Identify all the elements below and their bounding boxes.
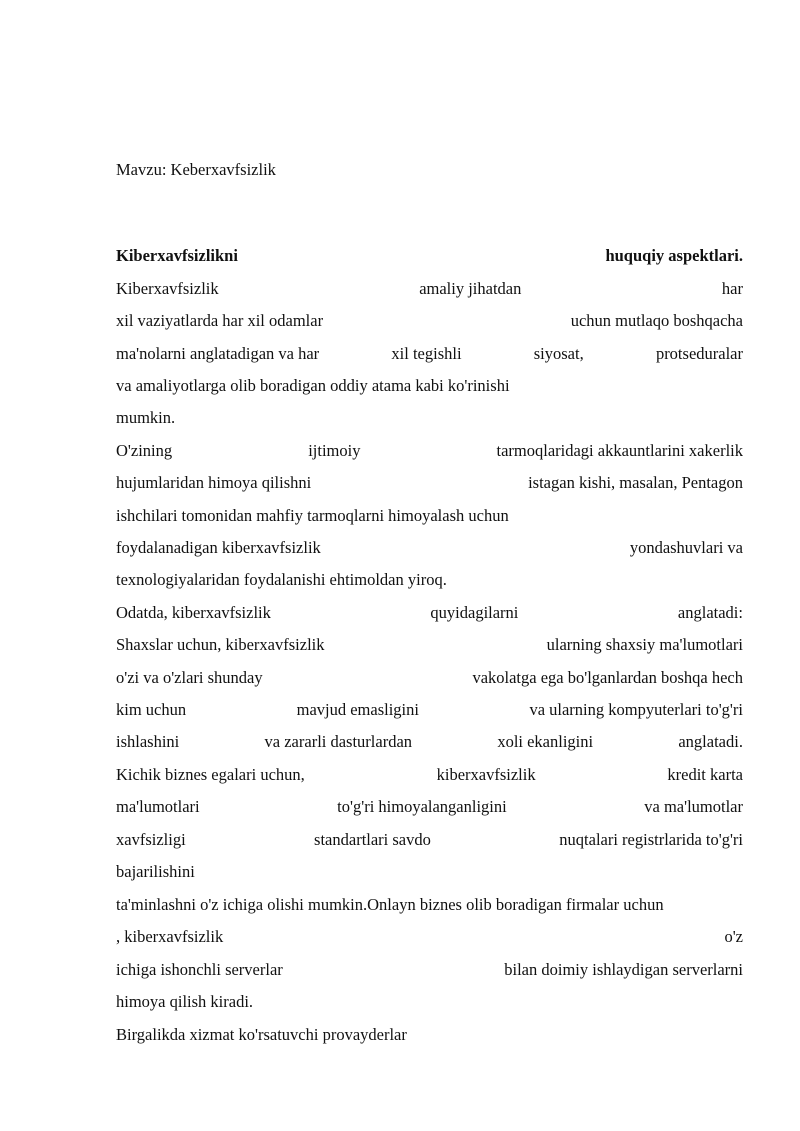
text-segment: va ularning kompyuterlari to'g'ri [529,700,743,719]
text-line [116,958,743,982]
text-line [116,568,743,592]
text-line [116,439,743,463]
text-line [116,309,743,333]
text-segment: texnologiyalaridan foydalanishi ehtimoldan yiroq. [116,570,447,589]
text-segment: bajarilishini [116,862,195,881]
text-segment: Kichik biznes egalari uchun, [116,765,305,784]
text-segment: xoli ekanligini [497,732,594,751]
text-segment: himoya qilish kiradi. [116,992,254,1011]
text-line [116,698,743,722]
text-segment: tarmoqlaridagi akkauntlarini xakerlik [496,441,743,460]
topic-text: Mavzu: Keberxavfsizlik [116,160,276,179]
text-line [116,925,743,949]
text-segment: ta'minlashni o'z ichiga olishi mumkin.Onlayn biznes olib boradigan firmalar uchun [116,895,664,914]
text-segment: Odatda, kiberxavfsizlik [116,603,271,622]
text-line [116,277,743,301]
text-segment: nuqtalari registrlarida to'g'ri [559,830,743,849]
text-segment: ijtimoiy [308,441,361,460]
text-segment: hujumlaridan himoya qilishni [116,473,312,492]
text-line [116,471,743,495]
text-segment: anglatadi: [677,603,743,622]
text-segment: har [721,279,743,298]
text-line [116,860,743,884]
text-line [116,990,743,1014]
text-line [116,536,743,560]
text-line [116,244,743,268]
text-segment: Kiberxavfsizlik [116,279,219,298]
text-segment: Shaxslar uchun, kiberxavfsizlik [116,635,325,654]
text-segment: siyosat, [533,344,584,363]
text-segment: xil tegishli [391,344,462,363]
text-line [116,828,743,852]
text-segment: ma'lumotlari [116,797,200,816]
text-line [116,374,743,398]
text-segment: istagan kishi, masalan, Pentagon [528,473,743,492]
text-line [116,730,743,754]
text-line [116,1023,743,1047]
text-segment: bilan doimiy ishlaydigan serverlarni [504,960,743,979]
text-segment: , kiberxavfsizlik [116,927,224,946]
text-segment: xavfsizligi [116,830,186,849]
text-segment: mumkin. [116,408,176,427]
text-segment: quyidagilarni [430,603,519,622]
text-segment: amaliy jihatdan [419,279,522,298]
text-segment: xil vaziyatlarda har xil odamlar [116,311,324,330]
text-segment: ishlashini [116,732,180,751]
heading-text-segment: Kiberxavfsizlikni [116,246,238,265]
topic-line [116,158,743,182]
text-segment: mavjud emasligini [296,700,419,719]
text-line [116,893,743,917]
text-line [116,601,743,625]
text-line [116,406,743,430]
text-segment: va ma'lumotlar [644,797,743,816]
text-segment: standartlari savdo [314,830,431,849]
text-segment: ularning shaxsiy ma'lumotlari [546,635,743,654]
text-segment: kim uchun [116,700,187,719]
text-line [116,342,743,366]
text-segment: o'z [724,927,743,946]
text-segment: protseduralar [655,344,743,363]
text-line [116,504,743,528]
text-segment: kiberxavfsizlik [436,765,536,784]
text-line [116,633,743,657]
text-segment: o'zi va o'zlari shunday [116,668,263,687]
text-segment: anglatadi. [678,732,743,751]
text-segment: yondashuvlari va [629,538,743,557]
text-line [116,666,743,690]
text-segment: ma'nolarni anglatadigan va har [116,344,320,363]
text-segment: vakolatga ega bo'lganlardan boshqa hech [472,668,743,687]
text-segment: kredit karta [667,765,743,784]
text-line [116,795,743,819]
text-segment: va zararli dasturlardan [264,732,413,751]
text-segment: va amaliyotlarga olib boradigan oddiy atama kabi ko'rinishi [116,376,510,395]
text-segment: O'zining [116,441,173,460]
text-segment: Birgalikda xizmat ko'rsatuvchi provayderlar [116,1025,407,1044]
text-segment: ichiga ishonchli serverlar [116,960,283,979]
text-segment: ishchilari tomonidan mahfiy tarmoqlarni himoyalash uchun [116,506,509,525]
text-segment: uchun mutlaqo boshqacha [570,311,743,330]
text-line [116,763,743,787]
text-segment: foydalanadigan kiberxavfsizlik [116,538,321,557]
text-segment: to'g'ri himoyalanganligini [337,797,507,816]
heading-text-segment: huquqiy aspektlari. [605,246,743,265]
